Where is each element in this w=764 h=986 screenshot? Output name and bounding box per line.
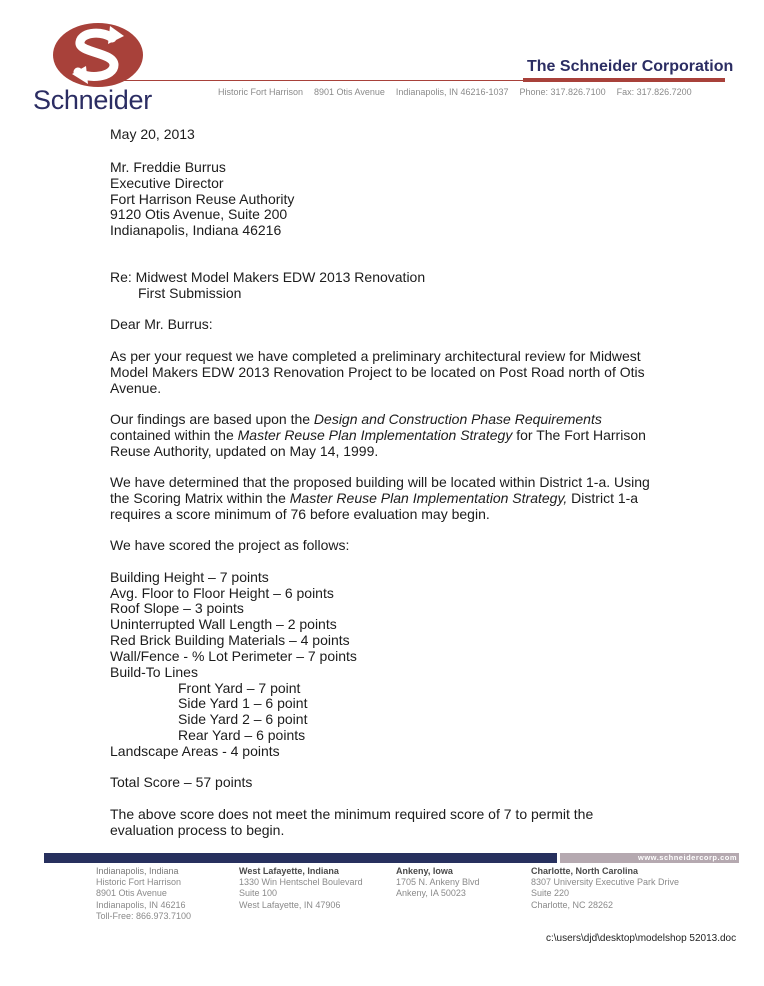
recipient-name: Mr. Freddie Burrus (110, 159, 226, 175)
office-line: West Lafayette, IN 47906 (239, 899, 341, 910)
footer-office-charlotte (531, 866, 679, 911)
para3-text: the Scoring Matrix within the (110, 490, 290, 506)
para3-line3: requires a score minimum of 76 before evaluation may begin. (110, 506, 490, 522)
para1-line1: As per your request we have completed a preliminary architectural review for Midwest (110, 348, 641, 364)
office-line: Historic Fort Harrison (96, 877, 182, 888)
scored-intro: We have scored the project as follows: (110, 537, 350, 553)
office-line: Toll-Free: 866.973.7100 (96, 910, 192, 921)
recipient-street: 9120 Otis Avenue, Suite 200 (110, 206, 288, 222)
score-item: Avg. Floor to Floor Height – 6 points (110, 585, 334, 601)
office-heading: Charlotte, North Carolina (531, 866, 639, 876)
footer-office-ankeny (396, 866, 480, 900)
para1-line2: Model Makers EDW 2013 Renovation Project to be located on Post Road north of Otis (110, 364, 645, 380)
schneider-logo-icon (52, 22, 144, 88)
recipient-city: Indianapolis, Indiana 46216 (110, 222, 282, 238)
para2-line2 (110, 427, 646, 443)
build-to-item: Side Yard 1 – 6 point (178, 695, 308, 711)
header-info-phone: Phone: 317.826.7100 (519, 87, 606, 97)
para3-text: District 1-a (567, 490, 639, 506)
header-rule-accent (523, 78, 725, 82)
header-info-street: 8901 Otis Avenue (314, 87, 385, 97)
header-rule (123, 80, 523, 81)
para3-italic-title: Master Reuse Plan Implementation Strategy, (289, 490, 568, 506)
build-to-item: Side Yard 2 – 6 point (178, 711, 308, 727)
para2-italic-title: Master Reuse Plan Implementation Strategy (237, 427, 513, 443)
office-line: Indianapolis, IN 46216 (96, 899, 186, 910)
office-line: 8901 Otis Avenue (96, 888, 167, 899)
recipient-title: Executive Director (110, 175, 224, 191)
closing-line1: The above score does not meet the minimum required score of 7 to permit the (110, 806, 594, 822)
salutation: Dear Mr. Burrus: (110, 316, 213, 332)
office-line: 8307 University Executive Park Drive (531, 877, 680, 888)
score-item: Build-To Lines (110, 664, 198, 680)
score-item: Building Height – 7 points (110, 569, 269, 585)
office-heading: West Lafayette, Indiana (239, 866, 339, 876)
letter-date: May 20, 2013 (110, 126, 195, 142)
para3-line1: We have determined that the proposed building will be located within District 1-a. Using (110, 474, 650, 490)
build-to-item: Rear Yard – 6 points (178, 727, 306, 743)
score-item: Roof Slope – 3 points (110, 600, 244, 616)
total-score: Total Score – 57 points (110, 774, 253, 790)
score-item: Red Brick Building Materials – 4 points (110, 632, 350, 648)
office-line: Suite 220 (531, 888, 570, 899)
re-line: Re: Midwest Model Makers EDW 2013 Renovation (110, 269, 426, 285)
para1-line3: Avenue. (110, 380, 162, 396)
office-line: 1330 Win Hentschel Boulevard (239, 877, 363, 888)
para2-text: contained within the (110, 427, 238, 443)
header-info-fax: Fax: 317.826.7200 (616, 87, 692, 97)
footer-office-indianapolis (96, 866, 191, 922)
para2-text: Our findings are based upon the (110, 411, 314, 427)
header-info-location: Historic Fort Harrison (218, 87, 304, 97)
recipient-organization: Fort Harrison Reuse Authority (110, 191, 295, 207)
footer-bar-navy (44, 853, 557, 863)
office-line: Suite 100 (239, 888, 278, 899)
build-to-item: Front Yard – 7 point (178, 680, 301, 696)
score-item-landscape: Landscape Areas - 4 points (110, 743, 280, 759)
para2-line3: Reuse Authority, updated on May 14, 1999. (110, 443, 379, 459)
re-subline: First Submission (138, 285, 242, 301)
logo-wordmark: Schneider (33, 85, 152, 115)
office-heading: Indianapolis, Indiana (96, 866, 179, 876)
office-line: Ankeny, IA 50023 (396, 888, 466, 899)
footer-website: www.schneidercorp.com (638, 853, 737, 862)
score-item: Uninterrupted Wall Length – 2 points (110, 616, 337, 632)
para2-italic-title: Design and Construction Phase Requirements (313, 411, 602, 427)
para2-text: for The Fort Harrison (512, 427, 646, 443)
header-info-city: Indianapolis, IN 46216-1037 (395, 87, 509, 97)
office-line: 1705 N. Ankeny Blvd (396, 877, 480, 888)
header-contact-info (218, 86, 703, 98)
office-line: Charlotte, NC 28262 (531, 899, 614, 910)
para3-line2 (110, 490, 638, 506)
document-file-path: c:\users\djd\desktop\modelshop 52013.doc (546, 933, 737, 944)
company-name: The Schneider Corporation (527, 58, 734, 75)
score-item: Wall/Fence - % Lot Perimeter – 7 points (110, 648, 357, 664)
office-heading: Ankeny, Iowa (396, 866, 453, 876)
closing-line2: evaluation process to begin. (110, 822, 285, 838)
footer-office-west-lafayette (239, 866, 363, 911)
para2-line1 (110, 411, 602, 427)
